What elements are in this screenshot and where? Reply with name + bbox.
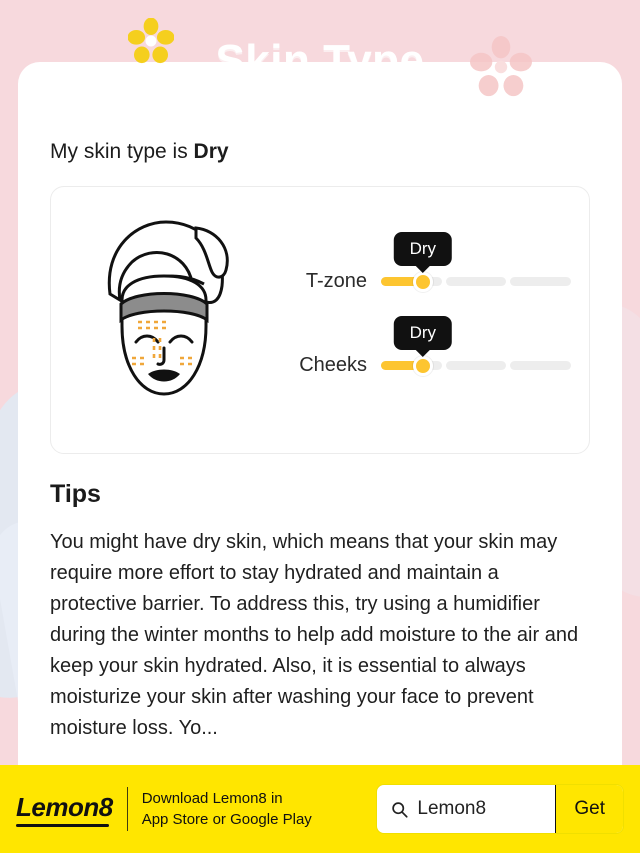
flower-yellow-icon xyxy=(128,18,174,64)
banner-search-get xyxy=(376,784,624,834)
track-segment xyxy=(510,277,571,286)
banner-promo-text xyxy=(142,788,312,830)
slider-track-cheeks[interactable] xyxy=(381,323,571,378)
content-card xyxy=(18,62,622,765)
skin-type-value: Dry xyxy=(193,140,229,163)
skin-type-summary xyxy=(50,140,590,164)
slider-label-cheeks: Cheeks xyxy=(299,353,367,376)
tips-body-text: You might have dry skin, which means that your skin may require more effort to stay hydrated and maintain a protective barrier. To address this, try using a humidifier during the winter months to help add moisture to the air and keep your skin hydrated. Also, it is essential to always moisturize your skin after washing your face to prevent moisture loss. Yo... xyxy=(50,531,579,739)
skin-type-panel xyxy=(50,186,590,454)
banner-divider xyxy=(127,787,128,831)
slider-value-bubble-cheeks: Dry xyxy=(394,316,452,350)
lemon8-logo: Lemon8 xyxy=(16,792,113,827)
slider-label-tzone: T-zone xyxy=(305,269,367,292)
slider-group xyxy=(267,239,571,378)
search-input[interactable] xyxy=(377,785,555,833)
page-title: Skin Type xyxy=(215,36,425,85)
slider-value-bubble-tzone: Dry xyxy=(394,232,452,266)
promo-line-1: Download Lemon8 in xyxy=(141,790,283,807)
slider-knob-tzone[interactable] xyxy=(413,272,433,292)
slider-row-tzone xyxy=(267,239,571,294)
tips-heading: Tips xyxy=(50,480,101,508)
app-download-banner xyxy=(0,765,640,853)
slider-knob-cheeks[interactable] xyxy=(413,356,433,376)
track-segment xyxy=(446,361,507,370)
track-segment xyxy=(510,361,571,370)
get-button[interactable]: Get xyxy=(556,785,623,833)
track-segment xyxy=(446,277,507,286)
slider-row-cheeks xyxy=(267,323,571,378)
skin-type-prefix: My skin type is xyxy=(50,140,194,163)
slider-track-tzone[interactable] xyxy=(381,239,571,294)
face-illustration xyxy=(69,208,259,433)
search-input-value: Lemon8 xyxy=(417,798,487,819)
search-icon xyxy=(391,801,408,818)
promo-line-2: App Store or Google Play xyxy=(141,811,312,828)
